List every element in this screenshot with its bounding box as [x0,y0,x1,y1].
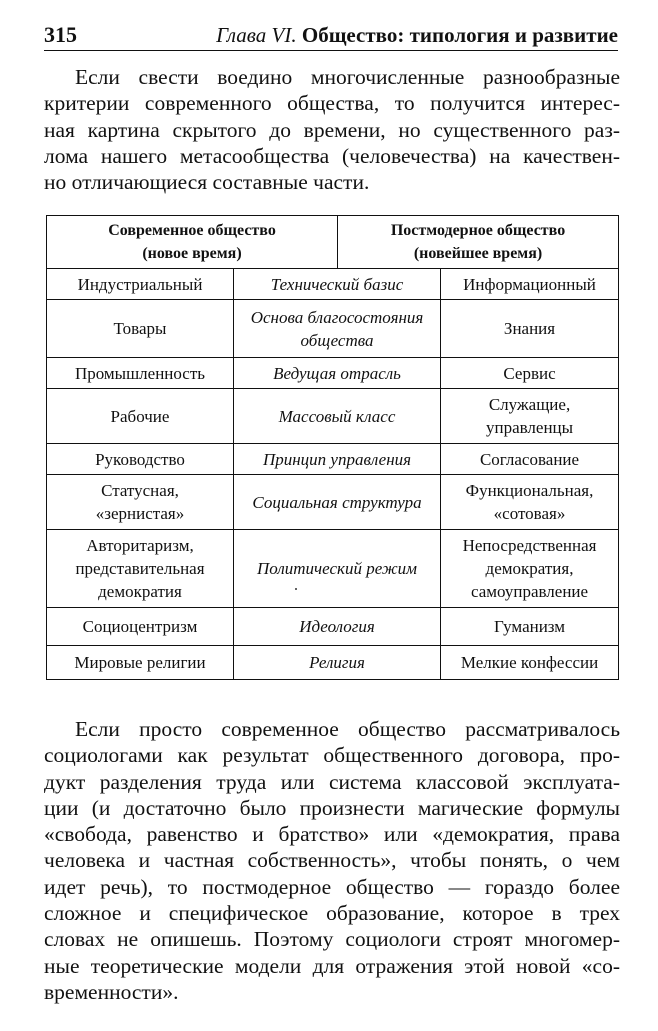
chapter-title: Общество: типология и развитие [301,23,618,47]
postmodern-cell [441,444,619,475]
intro-paragraph [44,64,620,195]
cell-text: Служащие, [488,395,571,414]
cell-text: самоуправление [470,582,589,601]
header-text: Постмодерное общество [390,222,566,239]
criterion-cell [234,530,441,608]
table-body [47,269,619,680]
modern-cell [47,475,234,530]
modern-cell [47,269,234,300]
cell-text: Ведущая отрасль [273,363,401,383]
criterion-cell [234,300,441,358]
postmodern-cell [441,475,619,530]
cell-text: Мелкие конфессии [460,653,599,672]
header-text: (новое время) [142,245,242,262]
cell-text: Рабочие [110,406,170,426]
cell-text: Мировые религии [74,653,206,672]
text-line: критерии современного общества, то получится интерес- [44,91,620,116]
criterion-cell [234,444,441,475]
cell-text: Руководство [95,449,185,469]
table-row [47,444,619,475]
criterion-cell [234,389,441,444]
postmodern-society-header [338,216,619,269]
text-line: но отличающиеся составные части. [44,170,370,195]
table-header-row [47,216,619,269]
modern-society-header [47,216,338,269]
cell-text: демократия [98,582,182,601]
modern-cell [47,389,234,444]
cell-text: демократия, [485,559,574,578]
criterion-cell [234,358,441,389]
modern-cell [47,646,234,680]
table-row [47,608,619,646]
modern-cell [47,300,234,358]
cell-text: Технический базис [270,274,404,294]
cell-text: Социальная структура [252,492,422,512]
running-head-title [216,20,618,50]
postmodern-cell [441,646,619,680]
table-row [47,530,619,608]
society-comparison-table [46,215,619,680]
text-line: словах не опишешь. Поэтому социологи строят многомер- [44,927,620,952]
criterion-cell [234,269,441,300]
page-number: 315 [44,22,77,47]
cell-text: Основа благосостояния [250,307,424,327]
criterion-cell [234,475,441,530]
cell-text: Непосредственная [462,536,597,555]
cell-text: Индустриальный [77,274,203,294]
cell-text: Функциональная, [465,481,594,500]
text-line: временности». [44,979,179,1004]
cell-text: Знания [503,319,556,338]
criterion-cell [234,608,441,646]
text-line: человека и частная собственность», чтобы понять, о чем [44,848,620,873]
table-row [47,269,619,300]
table-row [47,475,619,530]
text-line: Если просто современное общество рассматривалось [75,717,620,741]
text-line: социологами как результат общественного договора, про- [44,743,620,768]
cell-text: Массовый класс [278,406,396,426]
text-line: ции (и достаточно было произнести магические формулы [44,795,620,820]
cell-text: представительная [75,559,205,578]
table-row [47,358,619,389]
cell-text: управленцы [485,418,574,437]
text-line: сложное и специфическое образование, которое в трех [44,901,620,926]
cell-text: общества [300,330,374,350]
text-line: идет речь), то постмодерное общество — гораздо более [44,874,620,899]
postmodern-cell [441,300,619,358]
cell-text: «зернистая» [95,504,185,523]
cell-text: Гуманизм [493,617,566,636]
cell-text: Социоцентризм [82,617,198,636]
cell-text: Товары [113,319,167,338]
text-line: дукт разделения труда или система классовой эксплуата- [44,769,620,794]
cell-text: Авторитаризм, [86,536,194,555]
cell-text: Информационный [463,274,596,294]
print-speck [295,588,297,590]
outro-paragraph [44,716,620,1005]
postmodern-cell [441,269,619,300]
cell-text: Религия [309,653,365,672]
postmodern-cell [441,530,619,608]
criterion-cell [234,646,441,680]
cell-text: Политический режим [257,559,418,578]
text-line: ная картина скрытого до времени, но существенного раз- [44,117,620,142]
text-line: ные теоретические модели для отражения этой новой «со- [44,953,620,978]
modern-cell [47,358,234,389]
cell-text: Принцип управления [262,449,412,469]
cell-text: Статусная, [101,481,179,500]
text-line: лома нашего метасообщества (человечества) на качествен- [44,143,620,168]
modern-cell [47,444,234,475]
modern-cell [47,608,234,646]
table-row [47,389,619,444]
text-line: Если свести воедино многочисленные разнообразные [75,65,620,89]
text-line: «свобода, равенство и братство» или «демократия, права [44,822,620,847]
cell-text: «сотовая» [493,504,566,523]
postmodern-cell [441,608,619,646]
table-row [47,646,619,680]
cell-text: Идеология [299,617,375,636]
header-text: Современное общество [108,222,276,239]
cell-text: Сервис [503,363,556,383]
header-text: (новейшее время) [413,245,543,262]
postmodern-cell [441,389,619,444]
cell-text: Промышленность [74,363,206,383]
postmodern-cell [441,358,619,389]
chapter-label: Глава VI. [216,23,297,47]
table-row [47,300,619,358]
running-header [44,16,618,51]
modern-cell [47,530,234,608]
cell-text: Согласование [479,449,580,469]
